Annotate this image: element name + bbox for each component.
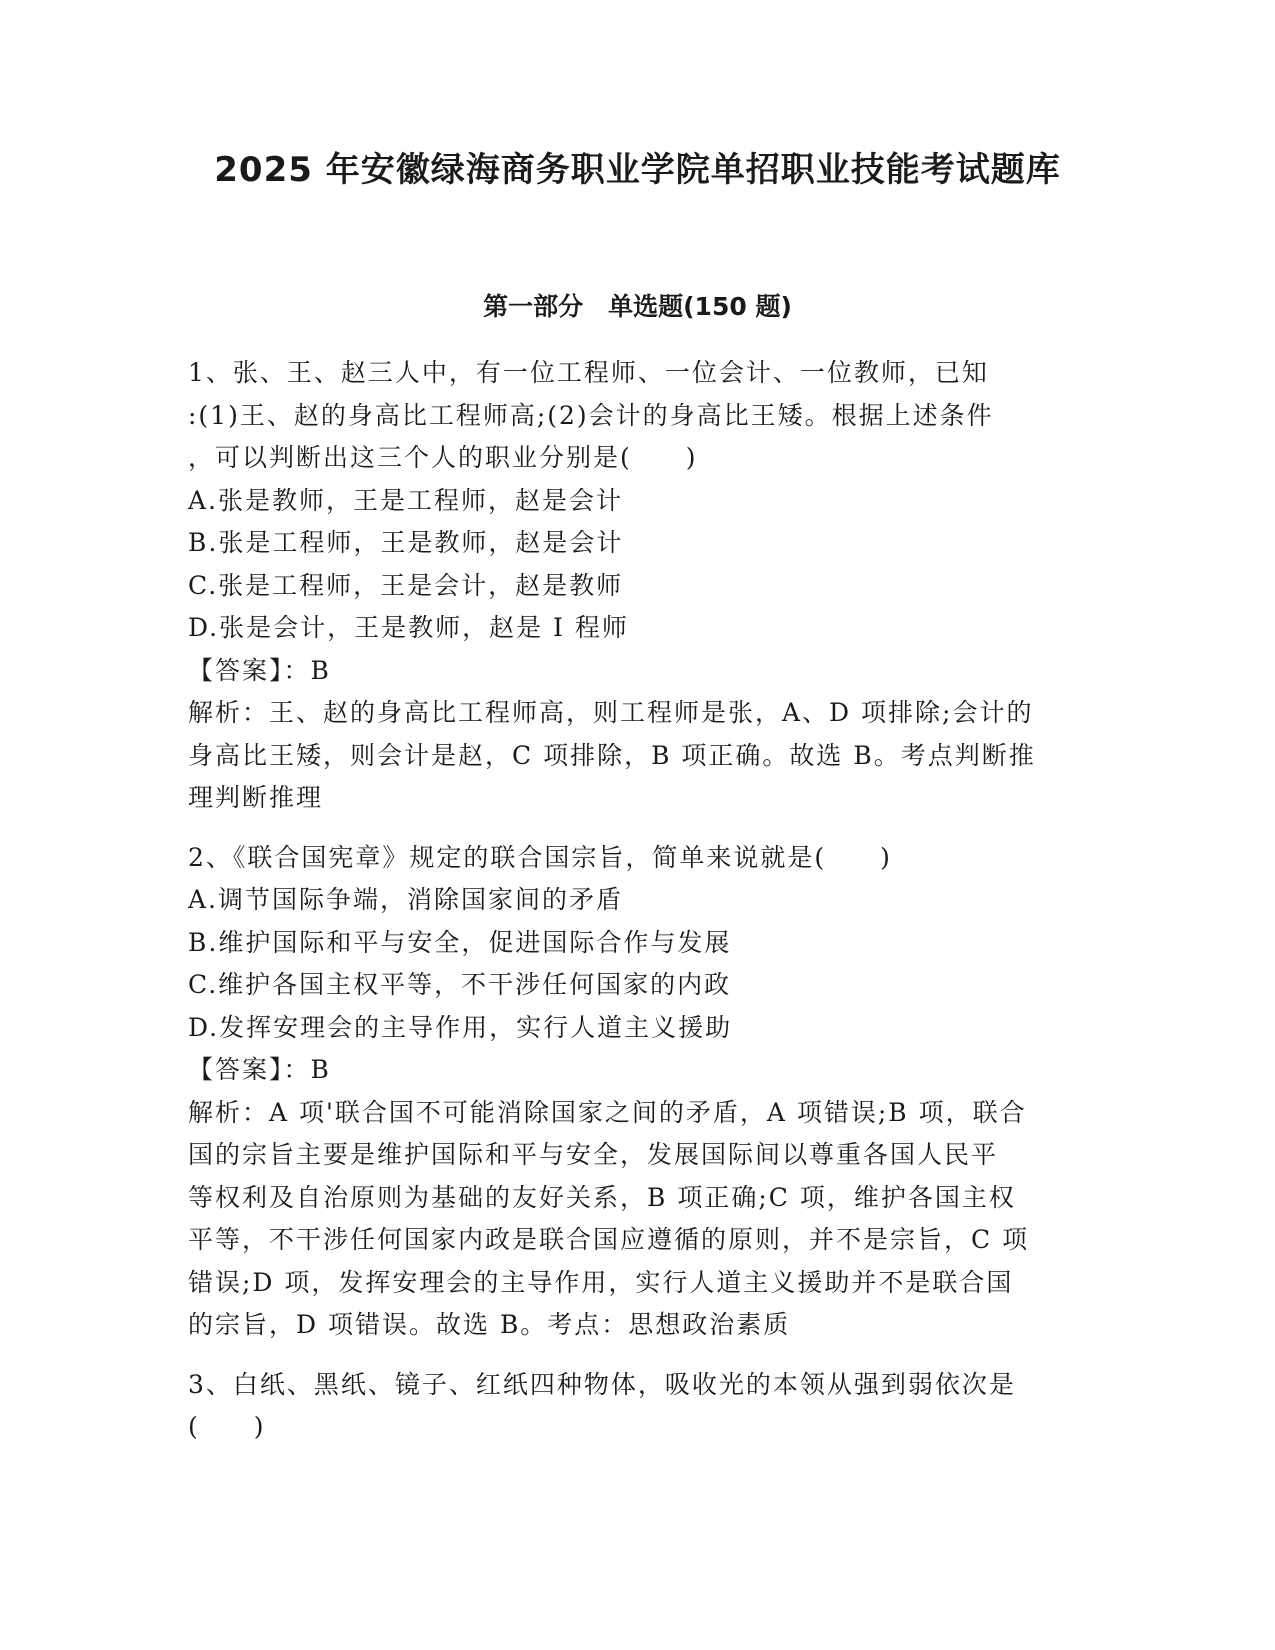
option-b: B.维护国际和平与安全，促进国际合作与发展 [188,927,732,957]
option-c: C.维护各国主权平等，不干涉任何国家的内政 [188,970,732,999]
question-stem-line: 1、张、王、赵三人中，有一位工程师、一位会计、一位教师，已知 [188,358,989,387]
analysis-line: 解析：A 项'联合国不可能消除国家之间的矛盾，A 项错误;B 项，联合 [188,1097,1027,1127]
analysis-line: 的宗旨，D 项错误。故选 B。考点：思想政治素质 [188,1310,791,1339]
answer: 【答案】：B [188,655,331,685]
analysis-line: 错误;D 项，发挥安理会的主导作用，实行人道主义援助并不是联合国 [188,1267,1014,1297]
option-a: A.调节国际争端，消除国家间的矛盾 [188,885,624,914]
analysis-line: 解析：王、赵的身高比工程师高，则工程师是张，A、D 项排除;会计的 [188,698,1034,727]
answer: 【答案】：B [188,1055,331,1084]
analysis-line: 理判断推理 [188,783,324,812]
question-list [188,352,1093,1466]
question-stem-line: 2、《联合国宪章》规定的联合国宗旨，简单来说就是( ) [188,842,892,872]
question-stem-line: 3、白纸、黑纸、镜子、红纸四种物体，吸收光的本领从强到弱依次是 [188,1369,1016,1399]
question-3 [188,1364,1093,1449]
option-a: A.张是教师，王是工程师，赵是会计 [188,485,624,515]
option-d: D.发挥安理会的主导作用，实行人道主义援助 [188,1012,733,1042]
analysis-line: 平等，不干涉任何国家内政是联合国应遵循的原则，并不是宗旨，C 项 [188,1225,1030,1254]
analysis-line: 等权利及自治原则为基础的友好关系，B 项正确;C 项，维护各国主权 [188,1182,1016,1212]
document-title: 2025 年安徽绿海商务职业学院单招职业技能考试题库 [214,150,1061,190]
question-stem-line: ，可以判断出这三个人的职业分别是( ) [188,443,698,472]
section-title: 第一部分 单选题(150 题) [483,292,792,321]
option-d: D.张是会计，王是教师，赵是 I 程师 [188,613,629,642]
question-stem-line: :(1)王、赵的身高比工程师高;(2)会计的身高比王矮。根据上述条件 [188,400,994,430]
question-stem-line: ( ) [188,1412,266,1441]
analysis-line: 国的宗旨主要是维护国际和平与安全，发展国际间以尊重各国人民平 [188,1140,999,1169]
question-2 [188,837,1093,1347]
question-1 [188,352,1093,820]
option-c: C.张是工程师，王是会计，赵是教师 [188,570,624,600]
option-b: B.张是工程师，王是教师，赵是会计 [188,528,624,557]
analysis-line: 身高比王矮，则会计是赵，C 项排除，B 项正确。故选 B。考点判断推 [188,740,1036,770]
